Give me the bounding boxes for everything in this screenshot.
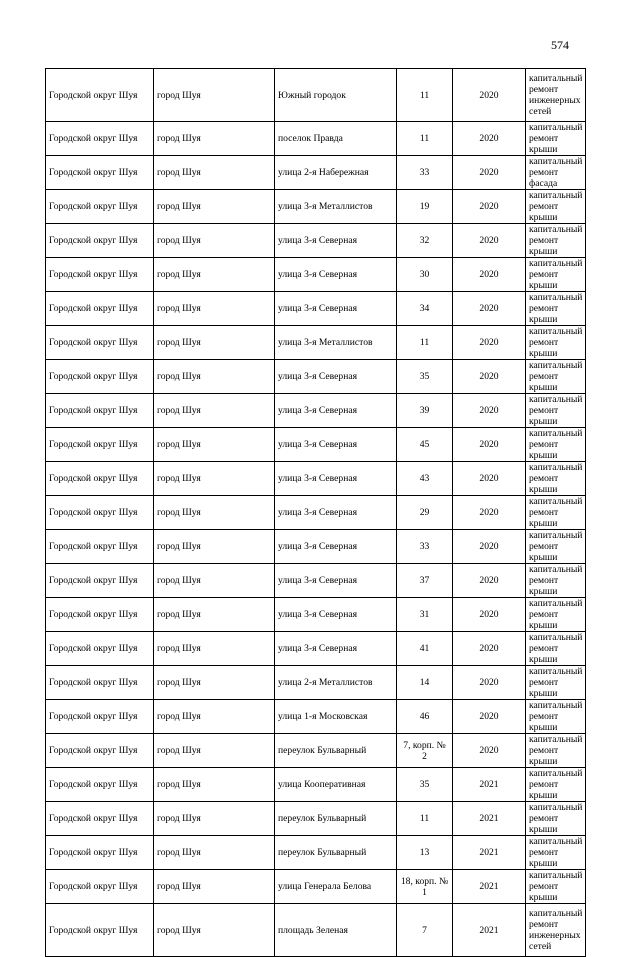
municipality-cell: Городской округ Шуя xyxy=(46,802,154,836)
work-type-cell: капитальный ремонт крыши xyxy=(526,734,586,768)
year-cell: 2020 xyxy=(453,734,526,768)
municipality-cell: Городской округ Шуя xyxy=(46,428,154,462)
city-cell: город Шуя xyxy=(154,190,275,224)
table-row xyxy=(46,904,586,957)
house-cell: 33 xyxy=(397,530,453,564)
street-cell: улица 3-я Металлистов xyxy=(275,326,397,360)
city-cell: город Шуя xyxy=(154,836,275,870)
street-cell: Южный городок xyxy=(275,69,397,122)
house-cell: 31 xyxy=(397,598,453,632)
work-type-cell: капитальный ремонт крыши xyxy=(526,360,586,394)
work-type-cell: капитальный ремонт крыши xyxy=(526,496,586,530)
street-cell: улица 3-я Северная xyxy=(275,428,397,462)
year-cell: 2020 xyxy=(453,632,526,666)
city-cell: город Шуя xyxy=(154,768,275,802)
city-cell: город Шуя xyxy=(154,700,275,734)
year-cell: 2020 xyxy=(453,530,526,564)
table-row xyxy=(46,632,586,666)
municipality-cell: Городской округ Шуя xyxy=(46,190,154,224)
street-cell: улица 3-я Северная xyxy=(275,360,397,394)
city-cell: город Шуя xyxy=(154,870,275,904)
house-cell: 11 xyxy=(397,122,453,156)
municipality-cell: Городской округ Шуя xyxy=(46,836,154,870)
work-type-cell: капитальный ремонт крыши xyxy=(526,190,586,224)
year-cell: 2020 xyxy=(453,666,526,700)
work-type-cell: капитальный ремонт крыши xyxy=(526,700,586,734)
house-cell: 39 xyxy=(397,394,453,428)
work-type-cell: капитальный ремонт крыши xyxy=(526,768,586,802)
table-row xyxy=(46,326,586,360)
year-cell: 2020 xyxy=(453,326,526,360)
municipality-cell: Городской округ Шуя xyxy=(46,394,154,428)
year-cell: 2020 xyxy=(453,394,526,428)
street-cell: улица 3-я Металлистов xyxy=(275,190,397,224)
work-type-cell: капитальный ремонт крыши xyxy=(526,598,586,632)
year-cell: 2021 xyxy=(453,768,526,802)
house-cell: 33 xyxy=(397,156,453,190)
municipality-cell: Городской округ Шуя xyxy=(46,870,154,904)
municipality-cell: Городской округ Шуя xyxy=(46,69,154,122)
city-cell: город Шуя xyxy=(154,632,275,666)
table-row xyxy=(46,802,586,836)
work-type-cell: капитальный ремонт фасада xyxy=(526,156,586,190)
table-row xyxy=(46,768,586,802)
year-cell: 2021 xyxy=(453,836,526,870)
house-cell: 14 xyxy=(397,666,453,700)
house-cell: 35 xyxy=(397,768,453,802)
table-row xyxy=(46,496,586,530)
house-cell: 46 xyxy=(397,700,453,734)
house-cell: 41 xyxy=(397,632,453,666)
registry-table xyxy=(45,68,586,957)
street-cell: улица 3-я Северная xyxy=(275,530,397,564)
table-row xyxy=(46,258,586,292)
year-cell: 2020 xyxy=(453,428,526,462)
city-cell: город Шуя xyxy=(154,904,275,957)
work-type-cell: капитальный ремонт крыши xyxy=(526,870,586,904)
year-cell: 2020 xyxy=(453,564,526,598)
table-row xyxy=(46,69,586,122)
street-cell: улица 3-я Северная xyxy=(275,394,397,428)
municipality-cell: Городской округ Шуя xyxy=(46,224,154,258)
table-row xyxy=(46,870,586,904)
city-cell: город Шуя xyxy=(154,258,275,292)
year-cell: 2020 xyxy=(453,292,526,326)
year-cell: 2020 xyxy=(453,462,526,496)
year-cell: 2020 xyxy=(453,156,526,190)
house-cell: 7 xyxy=(397,904,453,957)
municipality-cell: Городской округ Шуя xyxy=(46,666,154,700)
page-number: 574 xyxy=(551,38,569,52)
street-cell: улица 2-я Металлистов xyxy=(275,666,397,700)
municipality-cell: Городской округ Шуя xyxy=(46,530,154,564)
house-cell: 7, корп. № 2 xyxy=(397,734,453,768)
house-cell: 29 xyxy=(397,496,453,530)
municipality-cell: Городской округ Шуя xyxy=(46,326,154,360)
work-type-cell: капитальный ремонт крыши xyxy=(526,564,586,598)
work-type-cell: капитальный ремонт инженерных сетей xyxy=(526,904,586,957)
table-row xyxy=(46,734,586,768)
street-cell: улица Генерала Белова xyxy=(275,870,397,904)
street-cell: улица 1-я Московская xyxy=(275,700,397,734)
street-cell: улица Кооперативная xyxy=(275,768,397,802)
city-cell: город Шуя xyxy=(154,802,275,836)
work-type-cell: капитальный ремонт крыши xyxy=(526,122,586,156)
city-cell: город Шуя xyxy=(154,598,275,632)
street-cell: улица 3-я Северная xyxy=(275,564,397,598)
street-cell: площадь Зеленая xyxy=(275,904,397,957)
city-cell: город Шуя xyxy=(154,394,275,428)
municipality-cell: Городской округ Шуя xyxy=(46,496,154,530)
municipality-cell: Городской округ Шуя xyxy=(46,462,154,496)
year-cell: 2020 xyxy=(453,496,526,530)
work-type-cell: капитальный ремонт крыши xyxy=(526,836,586,870)
work-type-cell: капитальный ремонт инженерных сетей xyxy=(526,69,586,122)
street-cell: улица 3-я Северная xyxy=(275,462,397,496)
city-cell: город Шуя xyxy=(154,530,275,564)
year-cell: 2020 xyxy=(453,360,526,394)
table-row xyxy=(46,292,586,326)
year-cell: 2021 xyxy=(453,802,526,836)
street-cell: переулок Бульварный xyxy=(275,836,397,870)
municipality-cell: Городской округ Шуя xyxy=(46,156,154,190)
city-cell: город Шуя xyxy=(154,666,275,700)
city-cell: город Шуя xyxy=(154,224,275,258)
municipality-cell: Городской округ Шуя xyxy=(46,700,154,734)
work-type-cell: капитальный ремонт крыши xyxy=(526,258,586,292)
table-row xyxy=(46,564,586,598)
house-cell: 35 xyxy=(397,360,453,394)
house-cell: 32 xyxy=(397,224,453,258)
municipality-cell: Городской округ Шуя xyxy=(46,734,154,768)
table-row xyxy=(46,836,586,870)
table-row xyxy=(46,156,586,190)
table-row xyxy=(46,190,586,224)
table-row xyxy=(46,224,586,258)
street-cell: улица 3-я Северная xyxy=(275,632,397,666)
city-cell: город Шуя xyxy=(154,69,275,122)
municipality-cell: Городской округ Шуя xyxy=(46,768,154,802)
year-cell: 2021 xyxy=(453,870,526,904)
house-cell: 37 xyxy=(397,564,453,598)
street-cell: переулок Бульварный xyxy=(275,802,397,836)
house-cell: 13 xyxy=(397,836,453,870)
house-cell: 11 xyxy=(397,69,453,122)
municipality-cell: Городской округ Шуя xyxy=(46,360,154,394)
house-cell: 19 xyxy=(397,190,453,224)
table-row xyxy=(46,428,586,462)
city-cell: город Шуя xyxy=(154,326,275,360)
table-row xyxy=(46,700,586,734)
municipality-cell: Городской округ Шуя xyxy=(46,258,154,292)
year-cell: 2020 xyxy=(453,69,526,122)
year-cell: 2020 xyxy=(453,224,526,258)
city-cell: город Шуя xyxy=(154,496,275,530)
table-row xyxy=(46,394,586,428)
street-cell: улица 3-я Северная xyxy=(275,496,397,530)
work-type-cell: капитальный ремонт крыши xyxy=(526,666,586,700)
street-cell: улица 3-я Северная xyxy=(275,258,397,292)
city-cell: город Шуя xyxy=(154,564,275,598)
work-type-cell: капитальный ремонт крыши xyxy=(526,224,586,258)
table-row xyxy=(46,462,586,496)
house-cell: 45 xyxy=(397,428,453,462)
city-cell: город Шуя xyxy=(154,462,275,496)
work-type-cell: капитальный ремонт крыши xyxy=(526,326,586,360)
municipality-cell: Городской округ Шуя xyxy=(46,564,154,598)
work-type-cell: капитальный ремонт крыши xyxy=(526,292,586,326)
municipality-cell: Городской округ Шуя xyxy=(46,632,154,666)
table-row xyxy=(46,598,586,632)
street-cell: улица 3-я Северная xyxy=(275,598,397,632)
year-cell: 2020 xyxy=(453,258,526,292)
work-type-cell: капитальный ремонт крыши xyxy=(526,428,586,462)
street-cell: улица 2-я Набережная xyxy=(275,156,397,190)
house-cell: 34 xyxy=(397,292,453,326)
street-cell: улица 3-я Северная xyxy=(275,292,397,326)
table-row xyxy=(46,122,586,156)
registry-table-body xyxy=(46,69,586,957)
street-cell: переулок Бульварный xyxy=(275,734,397,768)
house-cell: 18, корп. № 1 xyxy=(397,870,453,904)
work-type-cell: капитальный ремонт крыши xyxy=(526,394,586,428)
work-type-cell: капитальный ремонт крыши xyxy=(526,632,586,666)
year-cell: 2020 xyxy=(453,122,526,156)
city-cell: город Шуя xyxy=(154,428,275,462)
work-type-cell: капитальный ремонт крыши xyxy=(526,462,586,496)
municipality-cell: Городской округ Шуя xyxy=(46,292,154,326)
work-type-cell: капитальный ремонт крыши xyxy=(526,802,586,836)
street-cell: поселок Правда xyxy=(275,122,397,156)
work-type-cell: капитальный ремонт крыши xyxy=(526,530,586,564)
city-cell: город Шуя xyxy=(154,122,275,156)
municipality-cell: Городской округ Шуя xyxy=(46,598,154,632)
city-cell: город Шуя xyxy=(154,734,275,768)
year-cell: 2021 xyxy=(453,904,526,957)
table-row xyxy=(46,360,586,394)
house-cell: 11 xyxy=(397,802,453,836)
city-cell: город Шуя xyxy=(154,292,275,326)
year-cell: 2020 xyxy=(453,598,526,632)
table-row xyxy=(46,530,586,564)
street-cell: улица 3-я Северная xyxy=(275,224,397,258)
year-cell: 2020 xyxy=(453,700,526,734)
city-cell: город Шуя xyxy=(154,360,275,394)
year-cell: 2020 xyxy=(453,190,526,224)
municipality-cell: Городской округ Шуя xyxy=(46,904,154,957)
municipality-cell: Городской округ Шуя xyxy=(46,122,154,156)
table-row xyxy=(46,666,586,700)
city-cell: город Шуя xyxy=(154,156,275,190)
house-cell: 30 xyxy=(397,258,453,292)
house-cell: 43 xyxy=(397,462,453,496)
house-cell: 11 xyxy=(397,326,453,360)
